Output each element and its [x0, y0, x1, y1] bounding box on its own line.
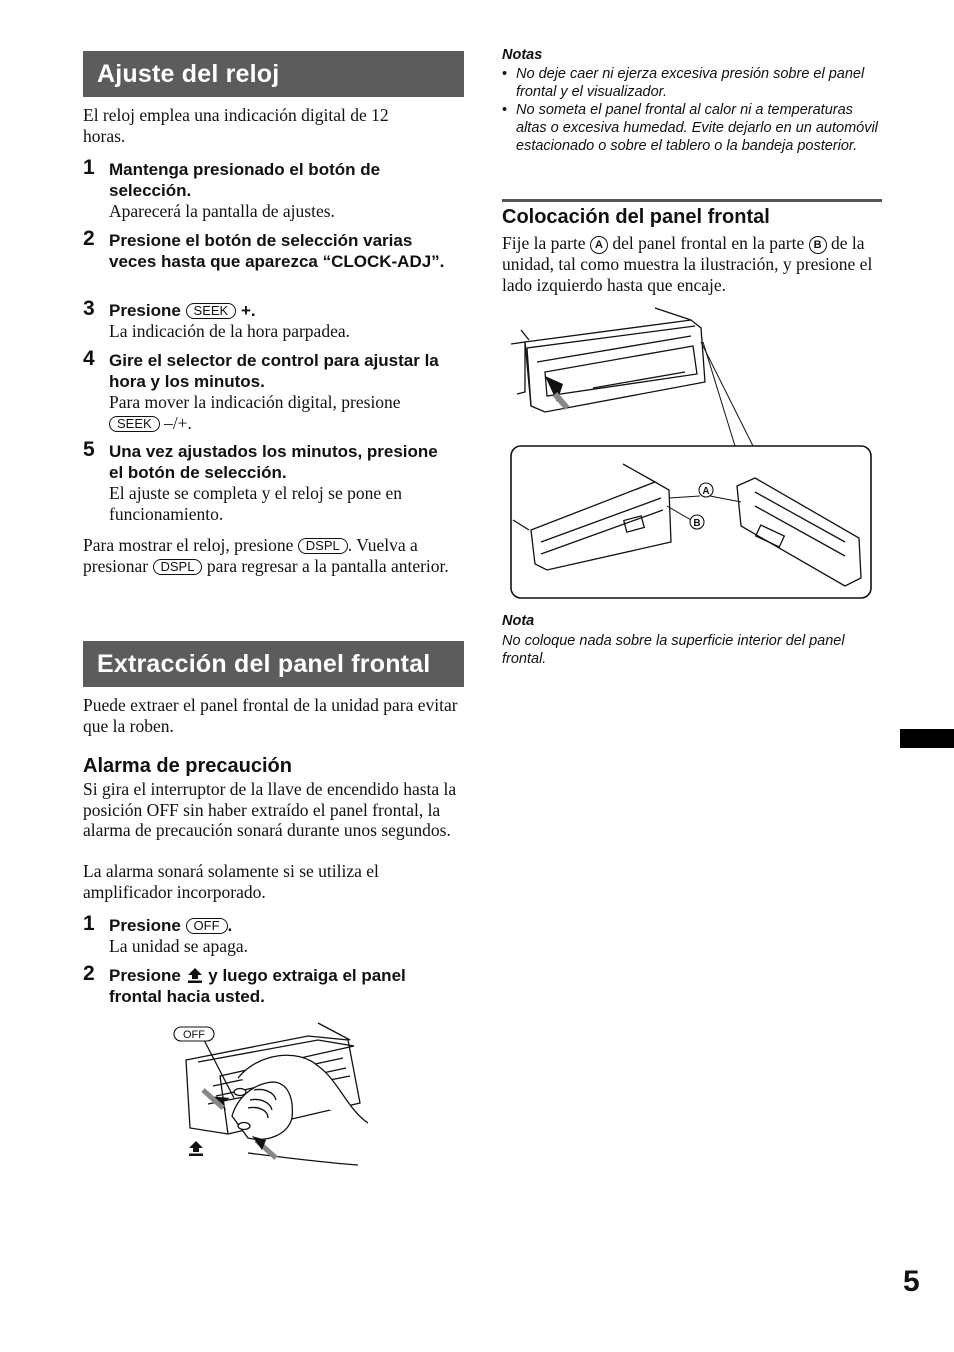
step-text: Mantenga presionado el botón de selección. — [109, 160, 381, 200]
step-text-a: Presione — [109, 916, 181, 935]
step-text: Presione el botón de selección varias veces hasta que aparezca “CLOCK-ADJ”. — [109, 231, 445, 271]
outro-text-c: para regresar a la pantalla anterior. — [206, 555, 449, 576]
step-number: 4 — [83, 347, 95, 370]
note-item-text: No someta el panel frontal al calor ni a temperaturas altas o excesiva humedad. Evite dejarlo en un automóvil estacionado o sobre el tablero o la bandeja posterior. — [516, 102, 878, 154]
step-subtext: Aparecerá la pantalla de ajustes. — [109, 201, 335, 221]
figure-label-a: A — [702, 486, 710, 497]
removal-intro: Puede extraer el panel frontal de la unidad para evitar que la roben. — [83, 695, 458, 736]
dspl-key: DSPL — [153, 559, 203, 575]
notes-heading: Notas — [502, 47, 543, 63]
nota-text: No coloque nada sobre la superficie interior del panel frontal. — [502, 633, 845, 667]
attach-text-c: de la unidad, tal como muestra la ilustración, y presione el lado izquierdo hasta que encaje. — [502, 233, 873, 295]
step-text-b: y luego extraiga el panel frontal hacia usted. — [109, 966, 406, 1006]
note-item: • No someta el panel frontal al calor ni a temperaturas altas o excesiva humedad. Evite dejarlo en un automóvil estacionado o sobre el tablero o la bandeja posterior. — [502, 102, 878, 154]
alarm-heading: Alarma de precaución — [83, 755, 292, 777]
step-number: 2 — [83, 962, 95, 985]
mark-a: A — [590, 236, 608, 254]
step-subtext — [109, 392, 459, 433]
figure-off-label: OFF — [183, 1029, 205, 1041]
clock-intro: El reloj emplea una indicación digital de 12 horas. — [83, 105, 389, 146]
step-text-b: . — [227, 916, 233, 935]
step-text: Gire el selector de control para ajustar la hora y los minutos. — [109, 351, 439, 391]
alarm-text-2: La alarma sonará solamente si se utiliza el amplificador incorporado. — [83, 861, 379, 902]
step-text-a: Presione — [109, 301, 181, 320]
figure-label-b: B — [693, 518, 701, 529]
seek-key: SEEK — [186, 303, 237, 319]
outro-text-b: . Vuelva a presionar — [83, 535, 418, 576]
step-subtext-tail: –/+. — [164, 412, 192, 433]
note-item-text: No deje caer ni ejerza excesiva presión sobre el panel frontal y el visualizador. — [516, 66, 865, 100]
step-subtext-a: Para mover la indicación digital, presione — [109, 392, 401, 412]
dspl-key: DSPL — [298, 538, 348, 554]
step-subtext: El ajuste se completa y el reloj se pone en funcionamiento. — [109, 483, 403, 524]
step-number: 1 — [83, 156, 95, 179]
step-number: 3 — [83, 297, 95, 320]
outro-text-a: Para mostrar el reloj, presione — [83, 535, 294, 555]
step-subtext: La indicación de la hora parpadea. — [109, 321, 350, 341]
step-subtext: La unidad se apaga. — [109, 936, 248, 956]
step-text-a: Presione — [109, 966, 181, 985]
panel-attach-figure — [505, 302, 877, 602]
section-title-removal: Extracción del panel frontal — [83, 641, 464, 687]
step-number: 1 — [83, 912, 95, 935]
step-text: Una vez ajustados los minutos, presione el botón de selección. — [109, 442, 438, 482]
panel-removal-figure — [168, 1018, 368, 1168]
attach-text — [502, 233, 887, 295]
step-text — [109, 301, 459, 322]
section-title-clock: Ajuste del reloj — [83, 51, 464, 97]
section-divider — [502, 199, 882, 202]
seek-key: SEEK — [109, 416, 160, 432]
step-number: 2 — [83, 227, 95, 250]
off-key: OFF — [186, 918, 228, 934]
step-text — [109, 966, 459, 1007]
step-number: 5 — [83, 438, 95, 461]
step-text — [109, 916, 459, 937]
attach-text-a: Fije la parte — [502, 233, 586, 253]
attach-heading: Colocación del panel frontal — [502, 206, 770, 228]
release-icon — [186, 966, 204, 984]
attach-text-b: del panel frontal en la parte — [612, 233, 805, 253]
nota-heading: Nota — [502, 613, 535, 629]
step-text-b: +. — [240, 301, 256, 320]
mark-b: B — [809, 236, 827, 254]
page-number: 5 — [903, 1265, 920, 1298]
page-tab-marker — [900, 729, 954, 748]
alarm-text: Si gira el interruptor de la llave de encendido hasta la posición OFF sin haber extraído el panel frontal, la alarma de precaución sonará durante unos segundos. — [83, 779, 457, 840]
note-item: • No deje caer ni ejerza excesiva presión sobre el panel frontal y el visualizador. — [502, 66, 865, 100]
clock-outro — [83, 535, 464, 576]
notes-list — [502, 65, 887, 155]
